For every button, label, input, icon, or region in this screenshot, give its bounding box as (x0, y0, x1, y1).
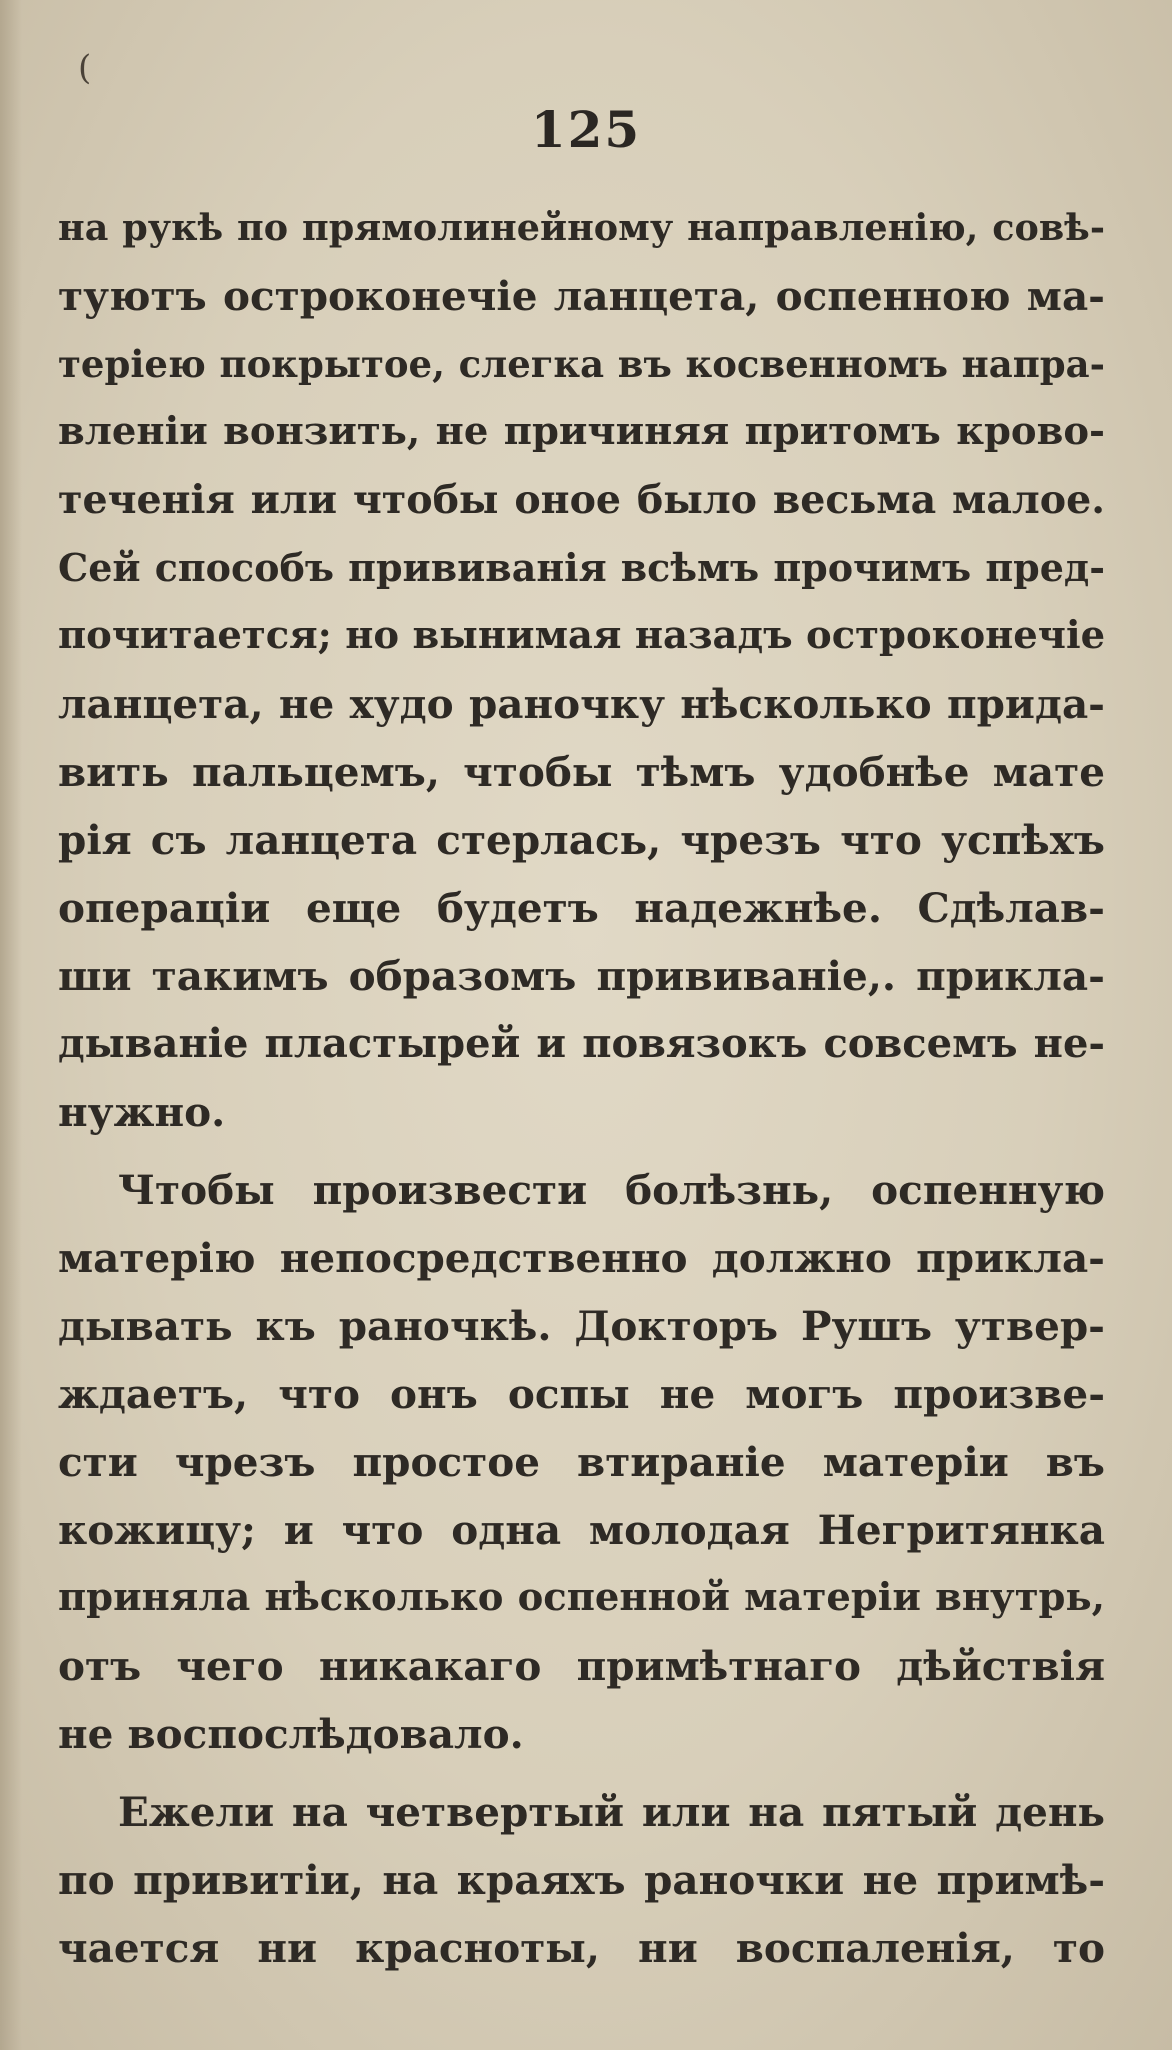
text-line: операціи еще будетъ надежнѣе. Сдѣлав- (58, 884, 1105, 932)
text-line: чается ни красноты, ни воспаленія, то (58, 1924, 1105, 1972)
text-line: на рукѣ по прямолинейному направленію, совѣ- (58, 206, 1105, 249)
stray-mark: ( (78, 48, 92, 88)
text-line: туютъ остроконечіе ланцета, оспенною ма- (58, 272, 1105, 320)
text-line: вить пальцемъ, чтобы тѣмъ удобнѣе мате (58, 748, 1105, 796)
text-line: ши такимъ образомъ прививаніе,. прикла- (58, 952, 1105, 1000)
text-line: рія съ ланцета стерлась, чрезъ что успѣхъ (58, 816, 1105, 864)
text-line: Ежели на четвертый или на пятый день (118, 1788, 1105, 1836)
text-line: ланцета, не худо раночку нѣсколько прида- (58, 680, 1105, 728)
text-line: по привитіи, на краяхъ раночки не примѣ- (58, 1856, 1105, 1904)
text-line: почитается; но вынимая назадъ остроконечіе (58, 613, 1106, 658)
text-line: сти чрезъ простое втираніе матеріи въ (58, 1438, 1105, 1486)
text-line: Чтобы произвести болѣзнь, оспенную (118, 1166, 1105, 1214)
text-line: кожицу; и что одна молодая Негритянка (58, 1506, 1105, 1554)
text-line: отъ чего никакаго примѣтнаго дѣйствія (58, 1642, 1105, 1690)
page-edge-shadow (0, 0, 22, 2050)
text-line: приняла нѣсколько оспенной матеріи внутрь, (58, 1575, 1105, 1620)
page-number: 125 (530, 100, 642, 159)
text-line: вленіи вонзить, не причиняя притомъ крово- (58, 409, 1105, 454)
text-line: нужно. (58, 1088, 226, 1136)
text-line: матерію непосредственно должно прикла- (58, 1234, 1105, 1282)
text-line: дывать къ раночкѣ. Докторъ Рушъ утвер- (58, 1302, 1105, 1350)
text-line: теченія или чтобы оное было весьма малое. (58, 477, 1105, 523)
text-line: теріею покрытое, слегка въ косвенномъ напра- (58, 342, 1105, 386)
text-line: дываніе пластырей и повязокъ совсемъ не- (58, 1020, 1105, 1067)
text-line: не воспослѣдовало. (58, 1710, 524, 1758)
text-line: ждаетъ, что онъ оспы не могъ произве- (58, 1370, 1105, 1418)
text-line: Сей способъ прививанія всѣмъ прочимъ пред- (58, 545, 1105, 590)
